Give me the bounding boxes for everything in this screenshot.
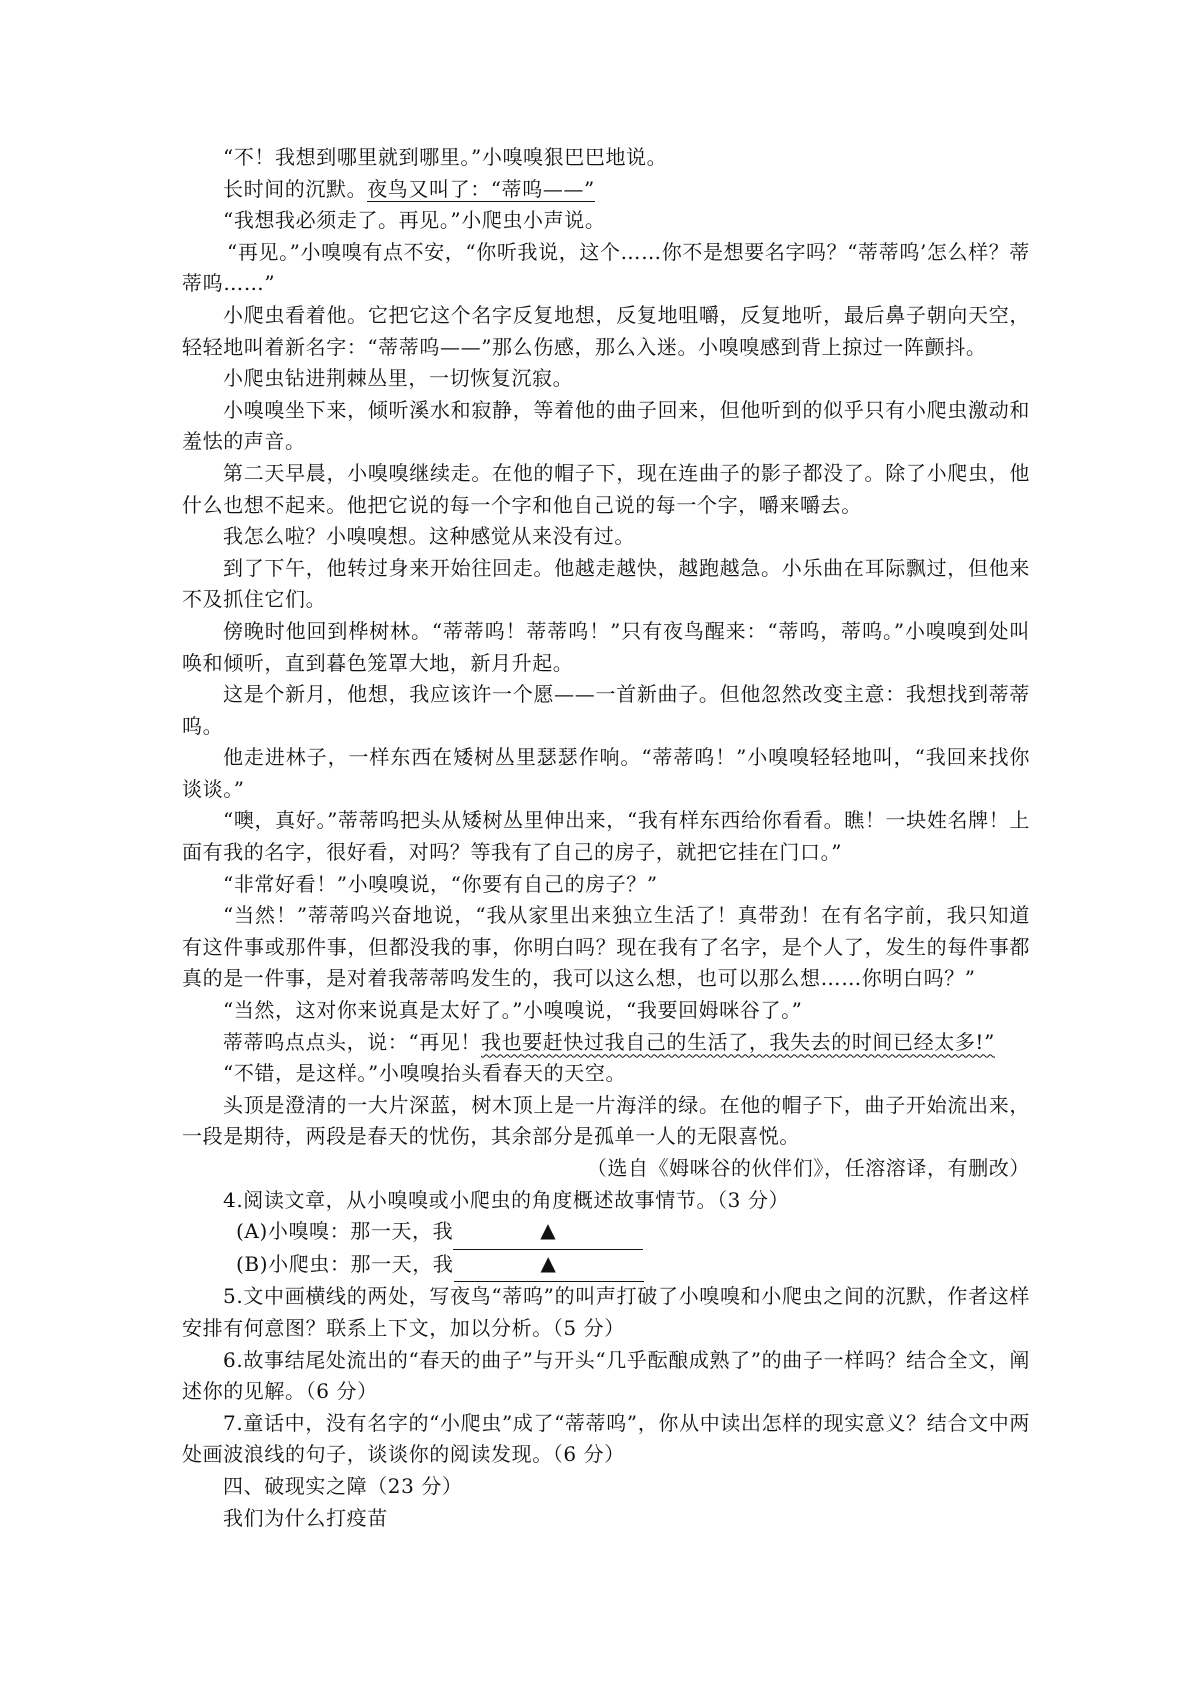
paragraph: 傍晚时他回到桦树林。“蒂蒂呜！蒂蒂呜！”只有夜鸟醒来：“蒂呜，蒂呜。”小嗅嗅到处叫唤和倾听，直到暮色笼罩大地，新月升起。 (182, 618, 1030, 675)
answer-blank[interactable] (454, 1250, 644, 1283)
paragraph: 这是个新月，他想，我应该许一个愿——一首新曲子。但他忽然改变主意：我想找到蒂蒂呜。 (182, 682, 1030, 738)
question-6: 6.故事结尾处流出的“春天的曲子”与开头“几乎酝酿成熟了”的曲子一样吗？结合全文，阐述你的见解。（6 分） (182, 1347, 1030, 1404)
source-citation: （选自《姆咪谷的伙伴们》，任溶溶译，有删改） (586, 1156, 1030, 1180)
paragraph: “当然，这对你来说真是太好了。”小嗅嗅说，“我要回姆咪谷了。” (223, 998, 803, 1023)
question-4: 4.阅读文章，从小嗅嗅或小爬虫的角度概述故事情节。（3 分） (223, 1187, 790, 1212)
paragraph: 头顶是澄清的一大片深蓝，树木顶上是一片海洋的绿。在他的帽子下，曲子开始流出来，一段是期待，两段是春天的忧伤，其余部分是孤单一人的无限喜悦。 (182, 1092, 1030, 1149)
section-heading: 四、破现实之障（23 分） (223, 1473, 463, 1498)
paragraph: 小爬虫看着他。它把它这个名字反复地想，反复地咀嚼，反复地听，最后鼻子朝向天空，轻轻地叫着新名字：“蒂蒂呜——”那么伤感，那么入迷。小嗅嗅感到背上掠过一阵颤抖。 (182, 302, 1030, 359)
question-5: 5.文中画横线的两处，写夜鸟“蒂呜”的叫声打破了小嗅嗅和小爬虫之间的沉默，作者这样安排有何意图？联系上下文，加以分析。（5 分） (182, 1284, 1030, 1340)
paragraph: “我想我必须走了。再见。”小爬虫小声说。 (223, 208, 606, 233)
paragraph: “不错，是这样。”小嗅嗅抬头看春天的天空。 (223, 1061, 627, 1086)
paragraph: 小嗅嗅坐下来，倾听溪水和寂静，等着他的曲子回来，但他听到的似乎只有小爬虫激动和羞怯的声音。 (182, 397, 1030, 454)
paragraph (182, 174, 1030, 206)
triangle-icon: ▲ (540, 1250, 557, 1275)
paragraph: 他走进林子，一样东西在矮树丛里瑟瑟作响。“蒂蒂呜！”小嗅嗅轻轻地叫，“我回来找你谈谈。” (182, 745, 1030, 801)
paragraph (182, 1027, 1030, 1059)
question-4-option-b (182, 1249, 1030, 1282)
paragraph: 小爬虫钻进荆棘丛里，一切恢复沉寂。 (223, 366, 574, 391)
paragraph-text: 长时间的沉默。 (223, 176, 368, 201)
triangle-icon: ▲ (540, 1218, 557, 1243)
paragraph: “再见。”小嗅嗅有点不安，“你听我说，这个……你不是想要名字吗？“蒂蒂呜’怎么样？蒂蒂呜……” (182, 239, 1030, 296)
question-4-option-a (182, 1216, 1030, 1249)
paragraph: “当然！”蒂蒂呜兴奋地说，“我从家里出来独立生活了！真带劲！在有名字前，我只知道有这件事或那件事，但都没我的事，你明白吗？现在我有了名字，是个人了，发生的每件事都真的是一件事，是对着我蒂蒂呜发生的，我可以这么想，也可以那么想……你明白吗？” (182, 903, 1030, 991)
paragraph: “非常好看！”小嗅嗅说，“你要有自己的房子？” (223, 871, 658, 896)
answer-blank[interactable] (453, 1217, 643, 1250)
document-page (182, 142, 1030, 1534)
paragraph: 第二天早晨，小嗅嗅继续走。在他的帽子下，现在连曲子的影子都没了。除了小爬虫，他什么也想不起来。他把它说的每一个字和他自己说的每一个字，嚼来嚼去。 (182, 460, 1030, 517)
wavy-underlined-sentence: 我也要赶快过我自己的生活了，我失去的时间已经太多!” (481, 1029, 995, 1054)
option-label: (B)小爬虫：那一天，我 (236, 1251, 454, 1276)
question-7: 7.童话中，没有名字的“小爬虫”成了“蒂蒂呜”，你从中读出怎样的现实意义？结合文中两处画波浪线的句子，谈谈你的阅读发现。（6 分） (182, 1410, 1030, 1467)
paragraph: 到了下午，他转过身来开始往回走。他越走越快，越跑越急。小乐曲在耳际飘过，但他来不及抓住它们。 (182, 555, 1030, 612)
option-label: (A)小嗅嗅：那一天，我 (236, 1219, 454, 1244)
paragraph: “噢，真好。”蒂蒂呜把头从矮树丛里伸出来，“我有样东西给你看看。瞧！一块姓名牌！上面有我的名字，很好看，对吗？等我有了自己的房子，就把它挂在门口。” (182, 808, 1030, 865)
underlined-sentence: 夜鸟又叫了：“蒂呜——” (367, 176, 595, 201)
article-title: 我们为什么打疫苗 (223, 1505, 388, 1530)
paragraph: “不！我想到哪里就到哪里。”小嗅嗅狠巴巴地说。 (223, 145, 668, 169)
paragraph-text: 蒂蒂呜点点头，说：“再见！ (223, 1029, 482, 1054)
paragraph: 我怎么啦？小嗅嗅想。这种感觉从来没有过。 (223, 524, 635, 549)
